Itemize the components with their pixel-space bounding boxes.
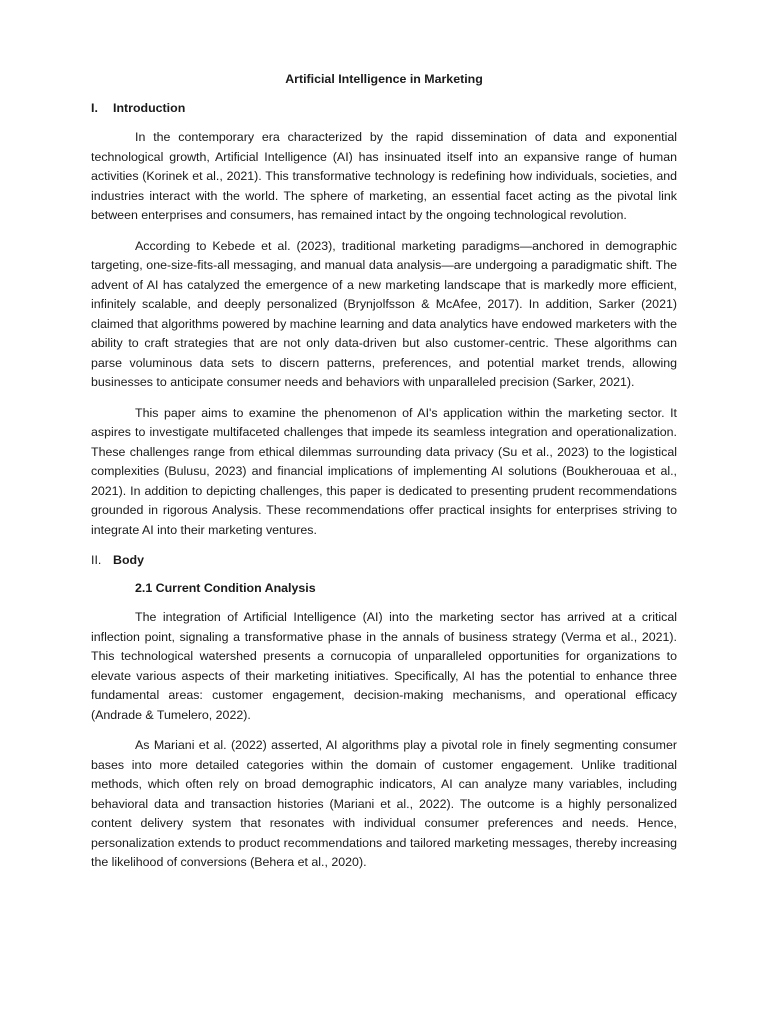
paragraph: The integration of Artificial Intelligence (AI) into the marketing sector has arrived at a critical inflection point, signaling a transformative phase in the annals of business strategy (Verma et al., 2021). This technological watershed presents a cornucopia of unparalleled opportunities for organizations to elevate various aspects of their marketing initiatives. Specifically, AI has the potential to enhance three fundamental areas: customer engagement, decision-making mechanisms, and operational efficacy (Andrade & Tumelero, 2022). — [91, 610, 677, 722]
paragraph: This paper aims to examine the phenomenon of AI's application within the marketing sector. It aspires to investigate multifaceted challenges that impede its seamless integration and operationalization. These challenges range from ethical dilemmas surrounding data privacy (Su et al., 2023) to the logistical complexities (Bulusu, 2023) and financial implications of implementing AI solutions (Boukherouaa et al., 2021). In addition to depicting challenges, this paper is dedicated to presenting prudent recommendations grounded in rigorous Analysis. These recommendations offer practical insights for enterprises striving to integrate AI into their marketing ventures. — [91, 405, 677, 537]
document-page — [91, 60, 677, 873]
section-number: II. — [91, 553, 102, 567]
document-title: Artificial Intelligence in Marketing — [285, 72, 483, 86]
section-title: Body — [113, 553, 144, 567]
section-title: Introduction — [113, 101, 186, 115]
section-heading-body — [91, 551, 677, 569]
subsection-heading: 2.1 Current Condition Analysis — [135, 581, 316, 595]
section-number: I. — [91, 101, 98, 115]
paragraph: As Mariani et al. (2022) asserted, AI algorithms play a pivotal role in finely segmenting consumer bases into more detailed categories within the domain of customer engagement. Unlike traditional methods, which often rely on broad demographic indicators, AI can analyze many variables, including behavioral data and transaction histories (Mariani et al., 2022). The outcome is a highly personalized content delivery system that resonates with individual consumer preferences and needs. Hence, personalization extends to product recommendations and tailored marketing messages, thereby increasing the likelihood of conversions (Behera et al., 2020). — [91, 738, 677, 869]
section-heading-introduction — [91, 99, 677, 117]
paragraph: According to Kebede et al. (2023), traditional marketing paradigms—anchored in demographic targeting, one-size-fits-all messaging, and manual data analysis—are undergoing a paradigmatic shift. The advent of AI has catalyzed the emergence of a new marketing landscape that is markedly more efficient, infinitely scalable, and deeply personalized (Brynjolfsson & McAfee, 2017). In addition, Sarker (2021) claimed that algorithms powered by machine learning and data analytics have endowed marketers with the ability to craft strategies that are not only data-driven but also customer-centric. These algorithms can parse voluminous data sets to discern patterns, preferences, and potential market trends, allowing businesses to anticipate consumer needs and behaviors with unparalleled precision (Sarker, 2021). — [91, 238, 677, 389]
paragraph: In the contemporary era characterized by the rapid dissemination of data and exponential technological growth, Artificial Intelligence (AI) has insinuated itself into an expansive range of human activities (Korinek et al., 2021). This transformative technology is redefining how individuals, societies, and industries interact with the world. The sphere of marketing, an essential facet acting as the pivotal link between enterprises and consumers, has remained intact by the ongoing technological revolution. — [91, 130, 677, 222]
